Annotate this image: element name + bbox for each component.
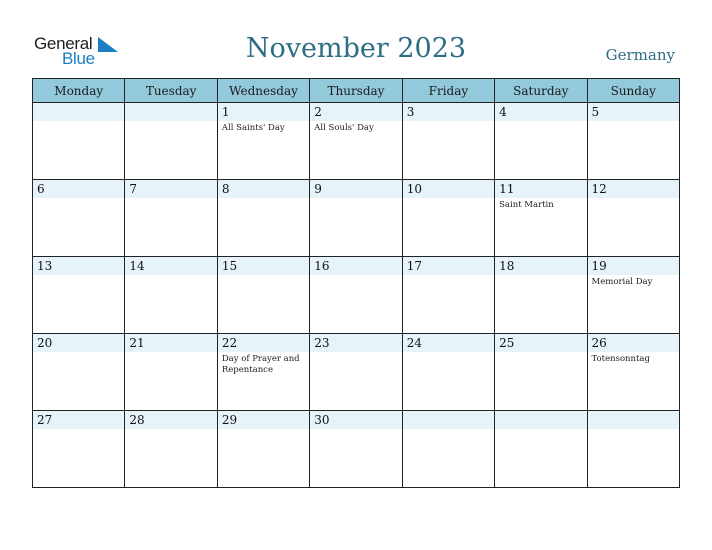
day-cell (402, 180, 494, 257)
logo-text-general: General (34, 34, 93, 53)
holiday-label (495, 352, 586, 354)
holiday-label (403, 352, 494, 354)
day-number (403, 411, 494, 429)
day-cell (310, 103, 402, 180)
page-title: November 2023 (245, 33, 467, 64)
holiday-label (310, 275, 401, 277)
holiday-label (310, 429, 401, 431)
week-row (33, 180, 680, 257)
holiday-label (125, 275, 216, 277)
day-number: 24 (403, 334, 494, 352)
weekday-header: Tuesday (125, 79, 217, 103)
day-cell (587, 411, 679, 488)
holiday-label (495, 121, 586, 123)
day-cell (33, 334, 125, 411)
holiday-label (588, 198, 679, 200)
week-row (33, 411, 680, 488)
day-cell (495, 334, 587, 411)
holiday-label: All Saints' Day (221, 123, 285, 133)
day-number: 25 (495, 334, 586, 352)
holiday-label (33, 352, 124, 354)
holiday-label (33, 198, 124, 200)
day-cell (310, 411, 402, 488)
day-cell (217, 411, 309, 488)
holiday-label (588, 121, 679, 123)
day-cell (33, 103, 125, 180)
day-number: 11 (495, 180, 586, 198)
day-number: 28 (125, 411, 216, 429)
holiday-label (310, 198, 401, 200)
day-number: 21 (125, 334, 216, 352)
day-cell (125, 411, 217, 488)
day-cell (402, 257, 494, 334)
day-number (125, 103, 216, 121)
weekday-header: Thursday (310, 79, 402, 103)
day-cell (402, 411, 494, 488)
day-number: 9 (310, 180, 401, 198)
day-number: 1 (218, 103, 309, 121)
day-cell (217, 334, 309, 411)
day-number: 29 (218, 411, 309, 429)
week-row (33, 103, 680, 180)
holiday-label: All Souls' Day (314, 123, 374, 133)
day-cell (402, 103, 494, 180)
day-cell (587, 180, 679, 257)
holiday-label (403, 275, 494, 277)
day-number: 8 (218, 180, 309, 198)
day-number (495, 411, 586, 429)
weekday-header: Friday (402, 79, 494, 103)
holiday-label (125, 429, 216, 431)
holiday-label: Totensonntag (591, 354, 650, 364)
day-number: 20 (33, 334, 124, 352)
day-number (33, 103, 124, 121)
weekday-header: Monday (33, 79, 125, 103)
day-number: 5 (588, 103, 679, 121)
day-cell (217, 257, 309, 334)
day-cell (495, 257, 587, 334)
day-number: 15 (218, 257, 309, 275)
day-number: 10 (403, 180, 494, 198)
day-number: 2 (310, 103, 401, 121)
holiday-label (33, 429, 124, 431)
holiday-label (310, 352, 401, 354)
day-number: 22 (218, 334, 309, 352)
day-cell (587, 103, 679, 180)
day-number: 3 (403, 103, 494, 121)
day-number: 12 (588, 180, 679, 198)
holiday-label (495, 275, 586, 277)
week-row (33, 334, 680, 411)
day-cell (125, 257, 217, 334)
holiday-label: Day of Prayer and Repentance (221, 354, 300, 375)
holiday-label (403, 121, 494, 123)
day-cell (217, 103, 309, 180)
day-number: 19 (588, 257, 679, 275)
weekday-header: Saturday (495, 79, 587, 103)
day-number: 27 (33, 411, 124, 429)
day-cell (587, 257, 679, 334)
day-number: 16 (310, 257, 401, 275)
holiday-label: Saint Martin (499, 200, 554, 210)
holiday-label (218, 429, 309, 431)
day-cell (495, 411, 587, 488)
day-number: 26 (588, 334, 679, 352)
day-cell (495, 180, 587, 257)
day-number: 23 (310, 334, 401, 352)
day-number: 4 (495, 103, 586, 121)
day-cell (33, 411, 125, 488)
weekday-header: Wednesday (217, 79, 309, 103)
day-cell (495, 103, 587, 180)
holiday-label (125, 198, 216, 200)
holiday-label (125, 121, 216, 123)
day-number: 30 (310, 411, 401, 429)
day-number: 17 (403, 257, 494, 275)
day-cell (125, 103, 217, 180)
weekday-header-row (33, 79, 680, 103)
holiday-label (403, 429, 494, 431)
day-number: 7 (125, 180, 216, 198)
day-cell (125, 334, 217, 411)
day-number: 14 (125, 257, 216, 275)
day-cell (217, 180, 309, 257)
day-number (588, 411, 679, 429)
day-cell (33, 180, 125, 257)
day-number: 18 (495, 257, 586, 275)
holiday-label (125, 352, 216, 354)
holiday-label (33, 275, 124, 277)
day-cell (310, 180, 402, 257)
holiday-label (403, 198, 494, 200)
holiday-label (218, 275, 309, 277)
logo-text-blue: Blue (62, 49, 95, 68)
day-cell (587, 334, 679, 411)
holiday-label: Memorial Day (591, 277, 653, 287)
holiday-label (588, 429, 679, 431)
holiday-label (33, 121, 124, 123)
country-label: Germany (605, 46, 675, 64)
day-cell (125, 180, 217, 257)
holiday-label (495, 429, 586, 431)
day-number: 6 (33, 180, 124, 198)
day-cell (33, 257, 125, 334)
weekday-header: Sunday (587, 79, 679, 103)
day-cell (310, 257, 402, 334)
week-row (33, 257, 680, 334)
holiday-label (218, 198, 309, 200)
day-number: 13 (33, 257, 124, 275)
day-cell (402, 334, 494, 411)
day-cell (310, 334, 402, 411)
calendar-grid (32, 78, 680, 488)
